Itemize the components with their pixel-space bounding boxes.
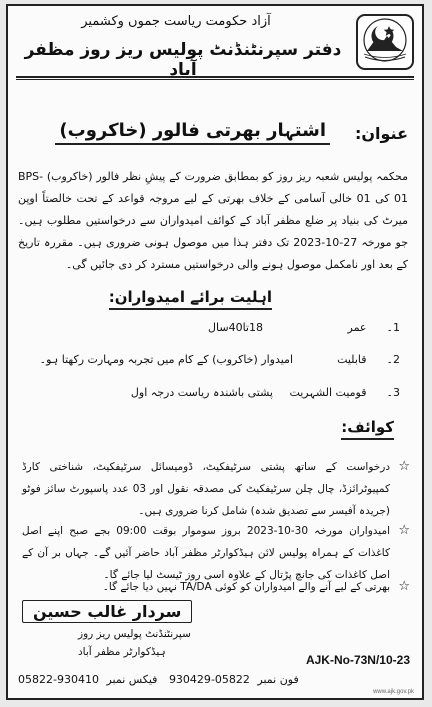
website-text: www.ajk.gov.pk [373,689,414,695]
office-title: دفتر سپرنٹنڈنٹ پولیس ریز روز مظفر آباد [24,40,342,80]
condition-item-documents [22,456,410,522]
star-icon: ☆ [398,523,410,538]
signatory-designation: سپرنٹنڈنٹ پولیس ریز روز [78,628,191,640]
header-divider-2 [16,79,414,80]
signatory-location: ہیڈکوارٹر مظفر آباد [78,646,166,658]
eligibility-value: 18تا40سال [208,321,263,334]
condition-text: بھرتی کے لیے آنے والے امیدواران کو کوئی TA/DA نہیں دیا جائے گا۔ [102,581,390,593]
eligibility-label: عمر [347,321,367,334]
eligibility-value: پشتی باشندہ ریاست درجہ اول [130,386,273,399]
condition-text: امیدواران مورخہ 30-10-2023 بروز سوموار بوقت 09:00 بجے صبح اپنے اصل کاغذات کے ہمراہ پولیس لائن ہیڈکوارٹر مظفر آباد حاضر آئیں گے۔ جہاں بر آن کے اصل کاغذات کی جانچ پڑتال کے علاوہ اسی روز ٹیسٹ لیا جائے گا۔ [22,525,390,581]
conditions-heading: کوائف: [341,418,394,440]
eligibility-value: امیدوار (خاکروب) کے کام میں تجربہ ومہارت رکھتا ہو۔ [39,353,293,366]
contact-line [18,673,299,686]
eligibility-number: 2۔ [386,353,400,366]
eligibility-number: 1۔ [386,321,400,334]
subject-title: اشتہار بھرتی فالور (خاکروب) [55,120,330,145]
subject-label: عنوان: [354,124,408,143]
header [16,12,414,80]
advertisement-sheet [6,4,424,700]
government-line: آزاد حکومت ریاست جموں وکشمیر [81,14,271,29]
police-emblem-icon [356,14,414,70]
eligibility-item-nationality [131,386,400,399]
eligibility-item-qualification [40,353,400,366]
eligibility-number: 3۔ [386,386,400,399]
eligibility-label: قومیت الشہریت [289,386,367,399]
star-icon: ☆ [398,459,410,474]
phone-number: 05822-930410 [18,673,99,686]
intro-paragraph: محکمہ پولیس شعبہ ریز روز کو بمطابق ضرورت کے پیشِ نظر فالور (خاکروب) BPS-01 کی 01 خالی آسامی کے خلاف بھرتی کے لیے مروجہ قواعد کے تحت خالصتاً اوپن میرٹ کی بنیاد پر ضلع مظفر آباد کے کوائف امیدواران سے درخواستیں مطلوب ہیں۔ جو مورخہ 27-10-2023 تک دفتر ہذا میں موصول ہونی ضروری ہیں۔ مقررہ تاریخ کے بعد اور نامکمل موصول ہونے والی درخواستیں مسترد کر دی جائیں گی۔ [18,170,409,271]
subject [22,120,408,148]
fax-number: 05822-930429 [168,673,250,686]
eligibility-heading: اہلیت برائے امیدواران: [109,288,272,310]
condition-text: درخواست کے ساتھ پشتی سرٹیفکیٹ، ڈومیسائل سرٹیفکیٹ، شناختی کارڈ کمپیوٹرائزڈ، چال چلن سرٹیفکیٹ کی مصدقہ نقول اور 03 عدد پاسپورٹ سائز فوٹو (جریدہ آفیسر سے تصدیق شدہ) شامل کرنا ضروری ہیں۔ [22,461,390,517]
eligibility-item-age [208,321,400,334]
star-icon: ☆ [398,579,410,594]
phone-label: فون نمبر [257,673,299,686]
reference-number: AJK-No-73N/10-23 [305,653,410,667]
signatory-name: سردار غالب حسین [22,600,192,623]
condition-item-tada [22,576,410,598]
eligibility-label: قابلیت [337,353,367,366]
header-divider-1 [16,76,414,78]
fax-label: فیکس نمبر [106,673,158,686]
